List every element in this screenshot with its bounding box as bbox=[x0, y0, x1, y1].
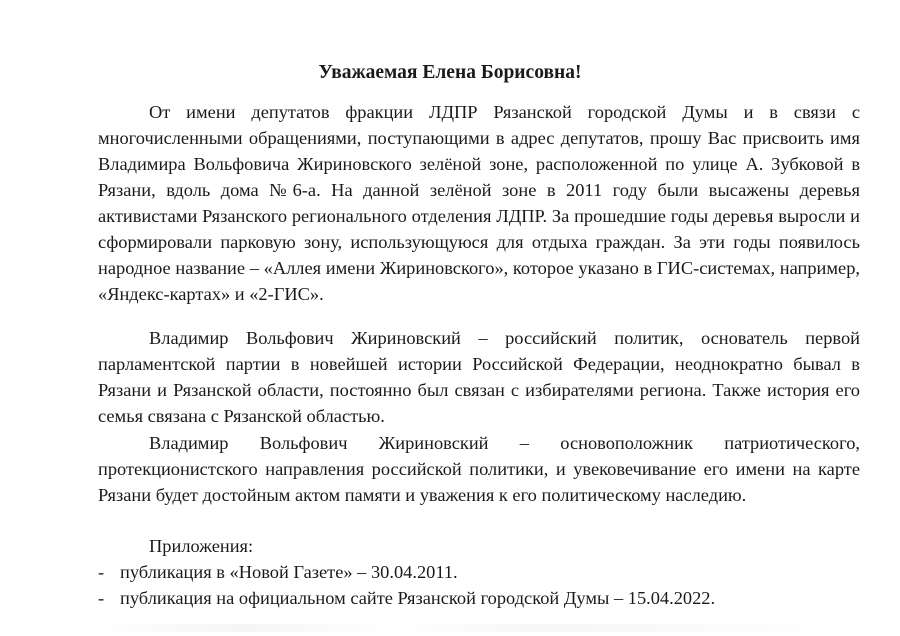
letter-paragraph-2: Владимир Вольфович Жириновский – российский политик, основатель первой парламентской партии в новейшей истории Российской Федерации, неоднократно бывал в Рязани и Рязанской области, постоянно был связан с избирателями региона. Также история его семья связана с Рязанской областью. bbox=[98, 328, 860, 426]
letter-salutation: Уважаемая Елена Борисовна! bbox=[318, 62, 582, 83]
attachment-item-2 bbox=[98, 585, 715, 611]
attachment-bullet: - bbox=[98, 588, 105, 608]
letter-paragraph-1: От имени депутатов фракции ЛДПР Рязанской городской Думы и в связи с многочисленными обращениями, поступающими в адрес депутатов, прошу Вас присвоить имя Владимира Вольфовича Жириновского зелёной зоне, расположенной по улице А. Зубковой в Рязани, вдоль дома №6-а. На данной зелёной зоне в 2011 году были высажены деревья активистами Рязанского регионального отделения ЛДПР. За прошедшие годы деревья выросли и сформировали парковую зону, использующуюся для отдыха граждан. За эти годы появилось народное название – «Аллея имени Жириновского», которое указано в ГИС-системах, например, «Яндекс-картах» и «2-ГИС». bbox=[98, 102, 860, 304]
attachment-text: публикация в «Новой Газете» – 30.04.2011. bbox=[120, 562, 458, 582]
attachment-item-1 bbox=[98, 559, 458, 585]
letter-paragraph-3: Владимир Вольфович Жириновский – основоположник патриотического, протекционистского направления российской политики, и увековечивание его имени на карте Рязани будет достойным актом памяти и уважения к его политическому наследию. bbox=[98, 433, 860, 505]
attachment-text: публикация на официальном сайте Рязанской городской Думы – 15.04.2022. bbox=[120, 588, 716, 608]
attachment-bullet: - bbox=[98, 562, 105, 582]
attachments-heading: Приложения: bbox=[149, 536, 254, 556]
page-bottom-fade bbox=[90, 624, 850, 632]
